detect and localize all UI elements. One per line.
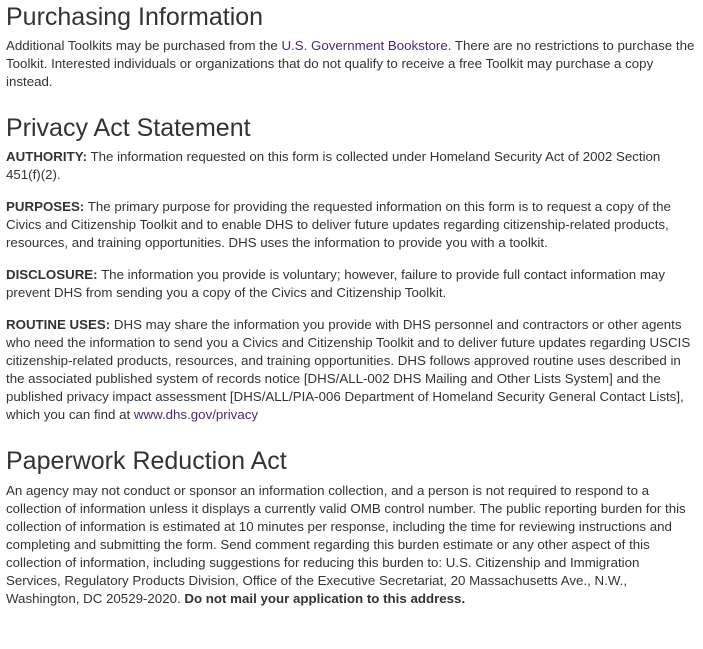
purchasing-section [6, 2, 697, 91]
authority-text: The information requested on this form is collected under Homeland Security Act of 2002 Section 451(f)(2). [6, 149, 661, 182]
routine-uses-label: ROUTINE USES: [6, 317, 111, 332]
routine-uses-paragraph [6, 316, 697, 424]
purposes-text: The primary purpose for providing the requested information on this form is to request a copy of the Civics and Citizenship Toolkit and to enable DHS to deliver future updates regarding citizenship-related products, resources, and training opportunities. DHS uses the information to provide you with a toolkit. [6, 199, 671, 250]
purchasing-paragraph [6, 37, 697, 91]
purchasing-text-before-link: Additional Toolkits may be purchased from the [6, 38, 282, 53]
paperwork-section [6, 446, 697, 608]
paperwork-text: An agency may not conduct or sponsor an information collection, and a person is not required to respond to a collection of information unless it displays a currently valid OMB control number. The public reporting burden for this collection of information is estimated at 10 minutes per response, including the time for reviewing instructions and completing and submitting the form. Send comment regarding this burden estimate or any other aspect of this collection of information, including suggestions for reducing this burden to: U.S. Citizenship and Immigration Services, Regulatory Products Division, Office of the Executive Secretariat, 20 Massachusetts Ave., N.W., Washington, DC 20529-2020. [6, 483, 686, 606]
authority-label: AUTHORITY: [6, 149, 88, 164]
purposes-label: PURPOSES: [6, 199, 85, 214]
disclosure-label: DISCLOSURE: [6, 267, 98, 282]
authority-paragraph [6, 148, 697, 184]
paperwork-paragraph [6, 482, 697, 608]
routine-uses-text: DHS may share the information you provide with DHS personnel and contractors or other agents who need the information to send you a Civics and Citizenship Toolkit and to deliver future updates regarding USCIS citizenship-related products, resources, and training opportunities. DHS follows approved routine uses described in the associated published system of records notice [DHS/ALL-002 DHS Mailing and Other Lists System] and the published privacy impact assessment [DHS/ALL/PIA-006 Department of Homeland Security General Contact Lists], which you can find at [6, 317, 691, 422]
purchasing-heading: Purchasing Information [6, 3, 264, 31]
paperwork-heading: Paperwork Reduction Act [6, 447, 287, 475]
disclosure-text: The information you provide is voluntary; however, failure to provide full contact information may prevent DHS from sending you a copy of the Civics and Citizenship Toolkit. [6, 267, 665, 300]
dhs-privacy-link[interactable]: www.dhs.gov/privacy [133, 407, 259, 422]
paperwork-warning: Do not mail your application to this address. [184, 591, 466, 606]
purchasing-text-after-link: . There are no restrictions to purchase the Toolkit. Interested individuals or organizations that do not qualify to receive a free Toolkit may purchase a copy instead. [6, 38, 695, 89]
government-bookstore-link[interactable]: U.S. Government Bookstore [281, 38, 448, 53]
privacy-section [6, 113, 697, 424]
purposes-paragraph [6, 198, 697, 252]
disclosure-paragraph [6, 266, 697, 302]
page-content [0, 2, 703, 608]
privacy-heading: Privacy Act Statement [6, 114, 251, 142]
